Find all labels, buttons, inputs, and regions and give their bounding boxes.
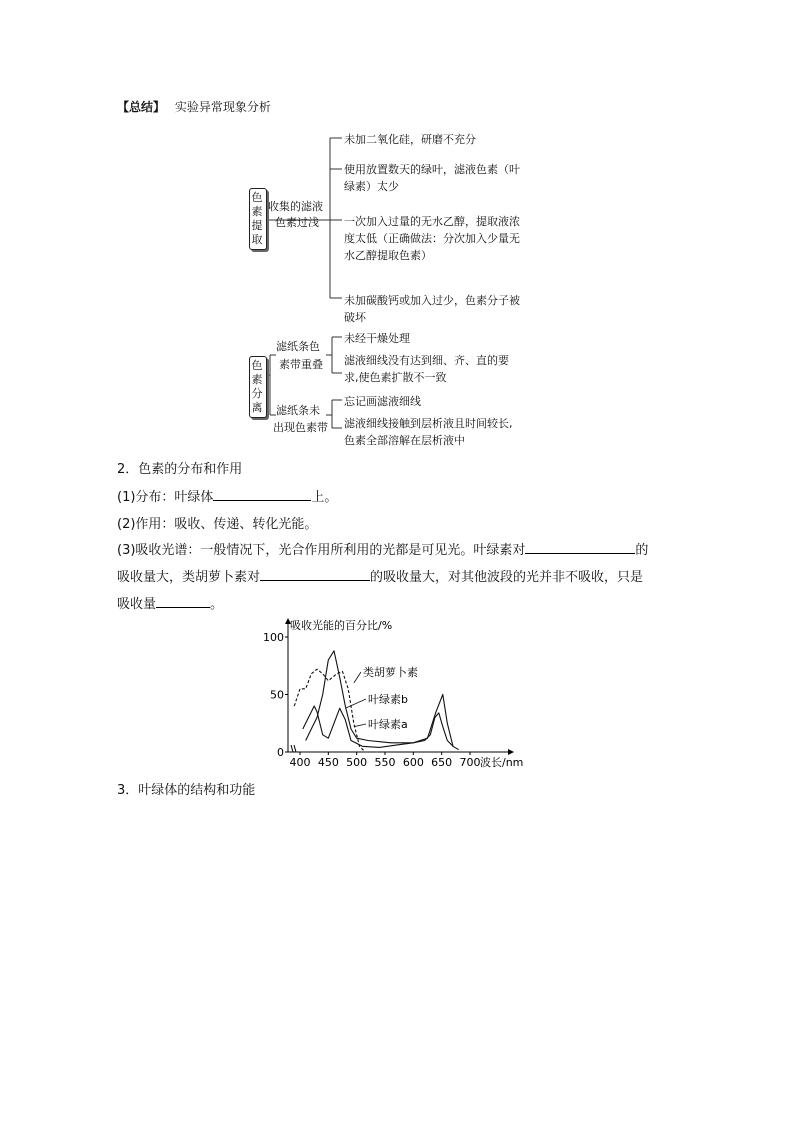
answer-blank-4[interactable]: [156, 593, 210, 608]
section2-item1: [117, 486, 337, 505]
item1-prefix: (1)分布：叶绿体: [117, 490, 214, 505]
item3-part6: 。: [210, 597, 224, 612]
separation-branch1-line2: 素带重叠: [279, 358, 323, 371]
series-label-0: 类胡萝卜素: [363, 666, 418, 679]
leaf-line: 使用放置数天的绿叶，滤液色素（叶: [344, 163, 520, 176]
separation-branch2-line1: 滤纸条未: [276, 404, 320, 417]
leaf-line: 未加碳酸钙或加入过少，色素分子被: [344, 294, 520, 307]
extraction-branch-line1: 收集的滤液: [268, 200, 323, 213]
x-tick-label: 650: [431, 756, 453, 769]
x-tick-label: 700: [459, 756, 481, 769]
series-label-2: 叶绿素a: [368, 718, 408, 731]
series-line-0: [294, 669, 379, 752]
separation-leaf-2: [344, 352, 509, 386]
section2-item3-line3: [117, 593, 223, 612]
separation-root-box: [249, 356, 267, 418]
series-leader-2: [354, 724, 366, 727]
answer-blank-2[interactable]: [525, 539, 635, 554]
separation-branch2-line2: 出现色素带: [273, 421, 328, 434]
summary-bracket-label: 【总结】: [117, 100, 166, 114]
separation-leaf-4: [344, 415, 513, 449]
item3-part3: 吸收量大，类胡萝卜素对: [117, 570, 261, 585]
answer-blank-3[interactable]: [260, 566, 370, 581]
x-tick-label: 550: [374, 756, 396, 769]
extraction-leaf-2: [344, 161, 520, 195]
extraction-root-box: [249, 188, 267, 250]
series-leader-0: [354, 672, 361, 683]
y-axis-label: 吸收光能的百分比/%: [290, 619, 393, 632]
x-tick-label: 500: [346, 756, 368, 769]
leaf-line: 水乙醇提取色素）: [344, 249, 432, 262]
x-tick-label: 450: [317, 756, 339, 769]
section2-item3-line1: [117, 539, 648, 558]
x-tick-label: 600: [402, 756, 424, 769]
separation-leaf-1: [344, 330, 410, 347]
series-leader-1: [345, 699, 366, 708]
leaf-line: 未经干燥处理: [344, 332, 410, 345]
summary-heading: 实验异常现象分析: [174, 100, 271, 114]
extraction-branch-line2: 色素过浅: [275, 216, 319, 229]
leaf-line: 求,使色素扩散不一致: [344, 371, 447, 384]
summary-title: [117, 98, 271, 115]
leaf-line: 滤液细线没有达到细、齐、直的要: [344, 354, 509, 367]
item3-part4: 的吸收量大，对其他波段的光并非不吸收，只是: [370, 570, 644, 585]
extraction-leaf-4: [344, 292, 520, 326]
leaf-line: 滤液细线接触到层析液且时间较长,: [344, 417, 513, 430]
y-tick-label: 50: [270, 688, 284, 702]
y-tick-label: 0: [277, 746, 284, 759]
absorption-spectrum-chart: [258, 615, 533, 770]
extraction-leaf-1: [344, 131, 476, 148]
x-axis-arrow: [508, 749, 514, 755]
leaf-line: 一次加入过量的无水乙醇，提取液浓: [344, 215, 520, 228]
separation-leaf-3: [344, 393, 421, 410]
series-label-1: 叶绿素b: [368, 693, 408, 706]
x-axis-label: 波长/nm: [480, 756, 524, 769]
answer-blank-1[interactable]: [213, 486, 311, 501]
x-tick-label: 400: [289, 756, 311, 769]
leaf-line: 破坏: [344, 311, 366, 324]
y-tick-label: 100: [263, 631, 284, 644]
section2-heading: 2．色素的分布和作用: [117, 462, 243, 477]
section2-item2: (2)作用：吸收、传递、转化光能。: [117, 517, 318, 532]
axis-break-mark: [291, 745, 296, 752]
item1-suffix: 上。: [311, 490, 338, 505]
separation-root-label: 色素分离: [251, 359, 263, 414]
item3-part2: 的: [635, 543, 649, 558]
separation-branch1-line1: 滤纸条色: [276, 340, 320, 353]
leaf-line: 忘记画滤液细线: [344, 395, 421, 408]
leaf-line: 度太低（正确做法：分次加入少量无: [344, 232, 520, 245]
item3-part5: 吸收量: [117, 597, 157, 612]
leaf-line: 绿素）太少: [344, 180, 399, 193]
extraction-root-label: 色素提取: [251, 191, 263, 246]
item3-part1: (3)吸收光谱：一般情况下，光合作用所利用的光都是可见光。叶绿素对: [117, 543, 526, 558]
leaf-line: 未加二氧化硅，研磨不充分: [344, 133, 476, 146]
extraction-leaf-3: [344, 213, 520, 264]
section2-item3-line2: [117, 566, 643, 585]
leaf-line: 色素全部溶解在层析液中: [344, 434, 465, 447]
section3-heading: 3．叶绿体的结构和功能: [117, 783, 256, 798]
